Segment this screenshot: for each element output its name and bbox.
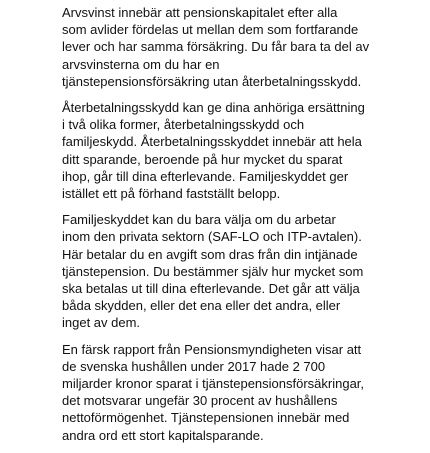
text-line: tjänstepension. Du bestämmer själv hur mycket som — [62, 263, 364, 279]
text-line: inget av dem. — [62, 315, 141, 331]
text-line: som avlider fördelas ut mellan dem som fortfarande — [62, 22, 359, 38]
text-line: andra ord ett stort kapitalsparande. — [62, 427, 264, 443]
text-line: i två olika former, återbetalningsskydd och — [62, 117, 305, 133]
paragraph-pension-report — [62, 341, 422, 444]
paragraph-family-protection — [62, 211, 422, 331]
text-line: Arvsvinst innebär att pensionskapitalet efter alla — [62, 5, 338, 20]
text-line: de svenska hushållen under 2017 hade 2 700 — [62, 358, 326, 374]
text-line: Återbetalningsskydd kan ge dina anhöriga ersättning — [62, 100, 365, 116]
text-line: tjänstepensionsförsäkring utan återbetalningsskydd. — [62, 73, 362, 89]
text-line: det motsvarar ungefär 30 procent av hushållens — [62, 393, 338, 409]
text-line: lever och har samma försäkring. Du får bara ta del av — [62, 39, 370, 55]
article-body — [62, 4, 422, 453]
text-line: miljarder kronor sparat i tjänstepensionsförsäkringar, — [62, 376, 365, 392]
text-line: En färsk rapport från Pensionsmyndigheten visar att — [62, 341, 362, 357]
text-line: Familjeskyddet kan du bara välja om du arbetar — [62, 212, 336, 228]
text-line: ihop, går till dina efterlevande. Familjeskyddet ger — [62, 168, 349, 184]
text-line: arvsvinsterna om du har en — [62, 56, 220, 72]
text-line: inom den privata sektorn (SAF-LO och ITP-avtalen). — [62, 229, 362, 245]
text-line: ska betalas ut till dina efterlevande. Det går att välja — [62, 281, 360, 297]
text-line: nettoförmögenhet. Tjänstepensionen innebär med — [62, 410, 350, 426]
text-line: istället ett på förhand fastställt belopp. — [62, 186, 281, 202]
text-line: ditt sparande, beroende på hur mycket du sparat — [62, 151, 343, 167]
text-line: båda skydden, eller det ena eller det andra, eller — [62, 298, 341, 314]
paragraph-repayment-protection — [62, 99, 422, 202]
text-line: familjeskydd. Återbetalningsskyddet innebär att hela — [62, 134, 362, 150]
paragraph-inheritance-gain — [62, 4, 422, 90]
text-line: Här betalar du en avgift som dras från din intjänade — [62, 246, 358, 262]
